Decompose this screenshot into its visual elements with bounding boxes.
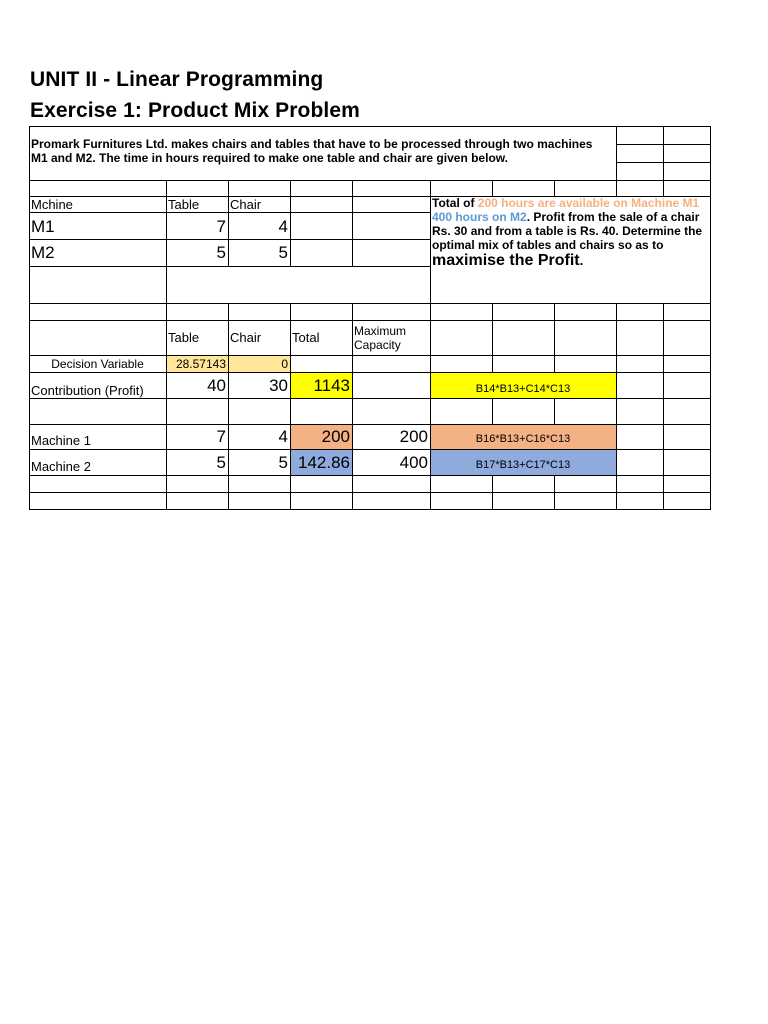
machine2-formula: B17*B13+C17*C13 bbox=[475, 459, 571, 471]
problem-text-part: Total of bbox=[432, 196, 478, 210]
lp-header-total: Total bbox=[292, 330, 320, 345]
machine1-table-value: 7 bbox=[216, 427, 226, 446]
lp-header-maximum: Maximum bbox=[354, 324, 407, 338]
problem-text-highlight-m1: 200 hours are available on Machine M1 bbox=[477, 196, 700, 210]
decision-table-value: 28.57143 bbox=[175, 357, 226, 371]
machine2-chair-value: 5 bbox=[278, 453, 288, 472]
machine1-chair-value: 4 bbox=[278, 427, 288, 446]
problem-text-highlight-m2: 400 hours on M2 bbox=[432, 210, 527, 224]
machine2-capacity-value: 400 bbox=[399, 453, 428, 472]
header-table: Table bbox=[168, 197, 200, 212]
problem-text-line4: optimal mix of tables and chairs so as to bbox=[432, 238, 664, 252]
problem-text-part: . Profit from the sale of a chair bbox=[526, 210, 700, 224]
contribution-table-value: 40 bbox=[207, 376, 226, 395]
machine1-label: Machine 1 bbox=[31, 433, 91, 448]
machine2-total-value: 142.86 bbox=[298, 453, 350, 472]
m2-chair-hours: 5 bbox=[278, 243, 288, 262]
m1-chair-hours: 4 bbox=[278, 217, 288, 236]
problem-text-period: . bbox=[579, 253, 584, 268]
lp-header-table: Table bbox=[168, 330, 200, 345]
m1-table-hours: 7 bbox=[216, 217, 226, 236]
machine2-table-value: 5 bbox=[216, 453, 226, 472]
header-machine: Mchine bbox=[31, 197, 73, 212]
machine-m2-label: M2 bbox=[31, 243, 55, 262]
contribution-label: Contribution (Profit) bbox=[31, 383, 144, 398]
machine2-label: Machine 2 bbox=[31, 459, 91, 474]
machine1-formula: B16*B13+C16*C13 bbox=[475, 433, 571, 445]
lp-header-capacity: Capacity bbox=[354, 338, 401, 352]
machine-m1-label: M1 bbox=[31, 217, 55, 236]
intro-text-line1: Promark Furnitures Ltd. makes chairs and tables that have to be processed through two machines bbox=[31, 137, 593, 151]
exercise-title: Exercise 1: Product Mix Problem bbox=[30, 99, 360, 122]
profit-formula: B14*B13+C14*C13 bbox=[475, 383, 571, 395]
problem-text-line3: Rs. 30 and from a table is Rs. 40. Determine the bbox=[432, 224, 703, 238]
m2-table-hours: 5 bbox=[216, 243, 226, 262]
machine1-total-value: 200 bbox=[321, 427, 350, 446]
lp-header-chair: Chair bbox=[230, 330, 262, 345]
decision-variable-label: Decision Variable bbox=[51, 357, 144, 371]
decision-chair-value: 0 bbox=[281, 357, 288, 371]
machine1-capacity-value: 200 bbox=[399, 427, 428, 446]
intro-text-line2: M1 and M2. The time in hours required to make one table and chair are given below. bbox=[31, 151, 508, 165]
header-chair: Chair bbox=[230, 197, 262, 212]
problem-text-maximise: maximise the Profit bbox=[432, 252, 580, 269]
page-title: UNIT II - Linear Programming bbox=[30, 68, 324, 91]
profit-total-value: 1143 bbox=[313, 376, 350, 395]
contribution-chair-value: 30 bbox=[269, 376, 288, 395]
